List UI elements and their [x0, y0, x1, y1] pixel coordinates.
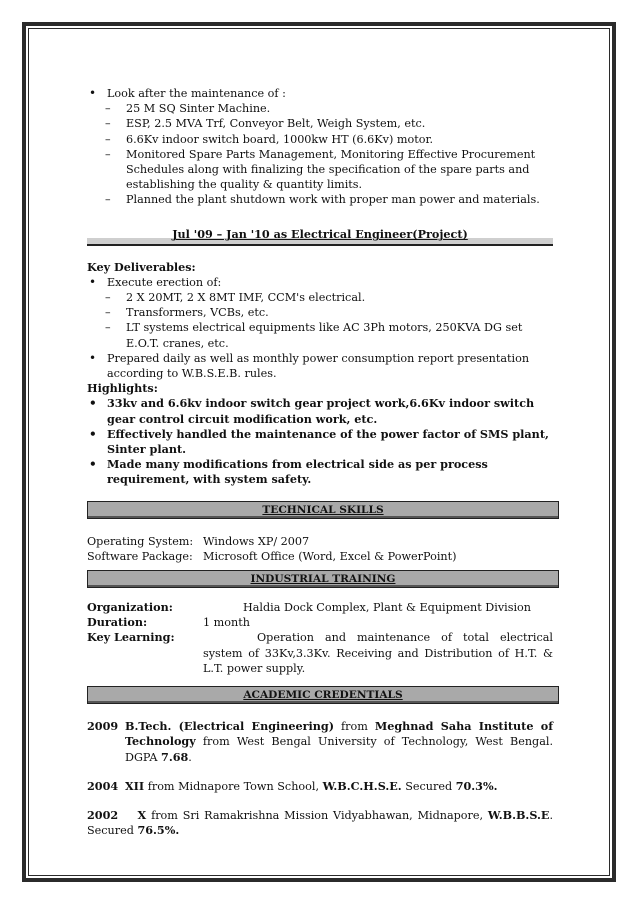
academic-degree: X — [137, 807, 147, 822]
list-item: – 25 M SQ Sinter Machine. — [87, 101, 553, 116]
academic-entry — [87, 779, 553, 794]
academic-year: 2009 — [87, 719, 119, 734]
list-item: • 33kv and 6.6kv indoor switch gear project work,6.6Kv indoor switch gear control circuit modification work, etc. — [87, 396, 553, 426]
maintenance-list — [87, 86, 553, 208]
list-item: – Planned the plant shutdown work with proper man power and materials. — [87, 192, 553, 207]
academic-credentials-heading: ACADEMIC CREDENTIALS — [87, 686, 559, 704]
table-row — [87, 534, 553, 549]
list-item — [87, 86, 553, 101]
highlights-list — [87, 396, 553, 487]
academic-year: 2002 — [87, 807, 119, 822]
skill-value: Windows XP/ 2007 — [203, 534, 310, 548]
academic-score: 76.5%. — [137, 823, 180, 838]
academic-text — [125, 779, 497, 794]
list-item: – Transformers, VCBs, etc. — [87, 305, 553, 320]
list-item: • Execute erection of: — [87, 275, 553, 290]
academic-score: 70.3%. — [455, 778, 498, 793]
list-item: • Prepared daily as well as monthly power consumption report presentation according to W.B.S.E.B. rules. — [87, 351, 553, 381]
academic-institution: W.B.B.S.E — [487, 807, 550, 822]
training-value: Operation and maintenance of total electrical system of 33Kv,3.3Kv. Receiving and Distribution of H.T. & L.T. power supply. — [203, 631, 553, 675]
academic-connector: from — [334, 720, 375, 734]
academic-degree: B.Tech. (Electrical Engineering) — [125, 719, 335, 734]
role-heading — [87, 227, 553, 246]
table-row — [87, 630, 553, 676]
academic-detail: from West Bengal University of Technology, West Bengal. DGPA — [125, 735, 553, 764]
table-row — [87, 549, 553, 564]
key-deliverables-label: Key Deliverables: — [87, 259, 196, 274]
bullet-text: Look after the maintenance of : — [107, 87, 286, 100]
skill-value: Microsoft Office (Word, Excel & PowerPoint) — [203, 549, 457, 563]
academic-entry — [87, 808, 553, 838]
list-item: – LT systems electrical equipments like AC 3Ph motors, 250KVA DG set E.O.T. cranes, etc. — [87, 320, 553, 350]
skill-key: Software Package: — [87, 549, 193, 563]
list-item: – Monitored Spare Parts Management, Monitoring Effective Procurement Schedules along with finalizing the specification of the spare parts and establishing the quality & quantity limits. — [87, 147, 553, 193]
academic-detail: . Secured — [87, 808, 553, 838]
academic-connector: from Midnapore Town School, — [144, 779, 323, 793]
highlights-label: Highlights: — [87, 381, 158, 396]
academic-degree: XII — [125, 778, 145, 793]
table-row — [87, 600, 553, 615]
list-item: • Made many modifications from electrical side as per process requirement, with system safety. — [87, 457, 553, 487]
training-value: 1 month — [203, 616, 250, 630]
table-row — [87, 615, 553, 630]
training-key: Duration: — [87, 615, 148, 630]
resume-content — [87, 86, 553, 838]
academic-institution: Meghnad Saha Institute of Technology — [125, 719, 554, 749]
list-item: – 6.6Kv indoor switch board, 1000kw HT (6.6Kv) motor. — [87, 132, 553, 147]
academic-tail: . — [188, 750, 192, 764]
industrial-training-table — [87, 600, 553, 676]
academic-year: 2004 — [87, 778, 119, 793]
academic-text — [125, 719, 553, 765]
training-key: Key Learning: — [87, 630, 175, 645]
industrial-training-heading: INDUSTRIAL TRAINING — [87, 570, 559, 588]
skill-key: Operating System: — [87, 534, 194, 548]
list-item: – 2 X 20MT, 2 X 8MT IMF, CCM's electrical. — [87, 290, 553, 305]
deliverables-list — [87, 275, 553, 381]
academic-connector: from Sri Ramakrishna Mission Vidyabhawan, Midnapore, — [146, 808, 488, 822]
role-heading-text: Jul '09 – Jan '10 as Electrical Engineer(Project) — [172, 227, 468, 242]
training-key: Organization: — [87, 600, 173, 615]
academic-entry — [87, 719, 553, 765]
academic-institution: W.B.C.H.S.E. — [322, 778, 402, 793]
list-item: • Effectively handled the maintenance of the power factor of SMS plant, Sinter plant. — [87, 427, 553, 457]
academic-detail: Secured — [401, 779, 456, 793]
technical-skills-heading: TECHNICAL SKILLS — [87, 501, 559, 519]
training-value: Haldia Dock Complex, Plant & Equipment Division — [243, 601, 531, 615]
technical-skills-table — [87, 534, 553, 564]
list-item: – ESP, 2.5 MVA Trf, Conveyor Belt, Weigh System, etc. — [87, 116, 553, 131]
academic-score: 7.68 — [161, 749, 189, 764]
